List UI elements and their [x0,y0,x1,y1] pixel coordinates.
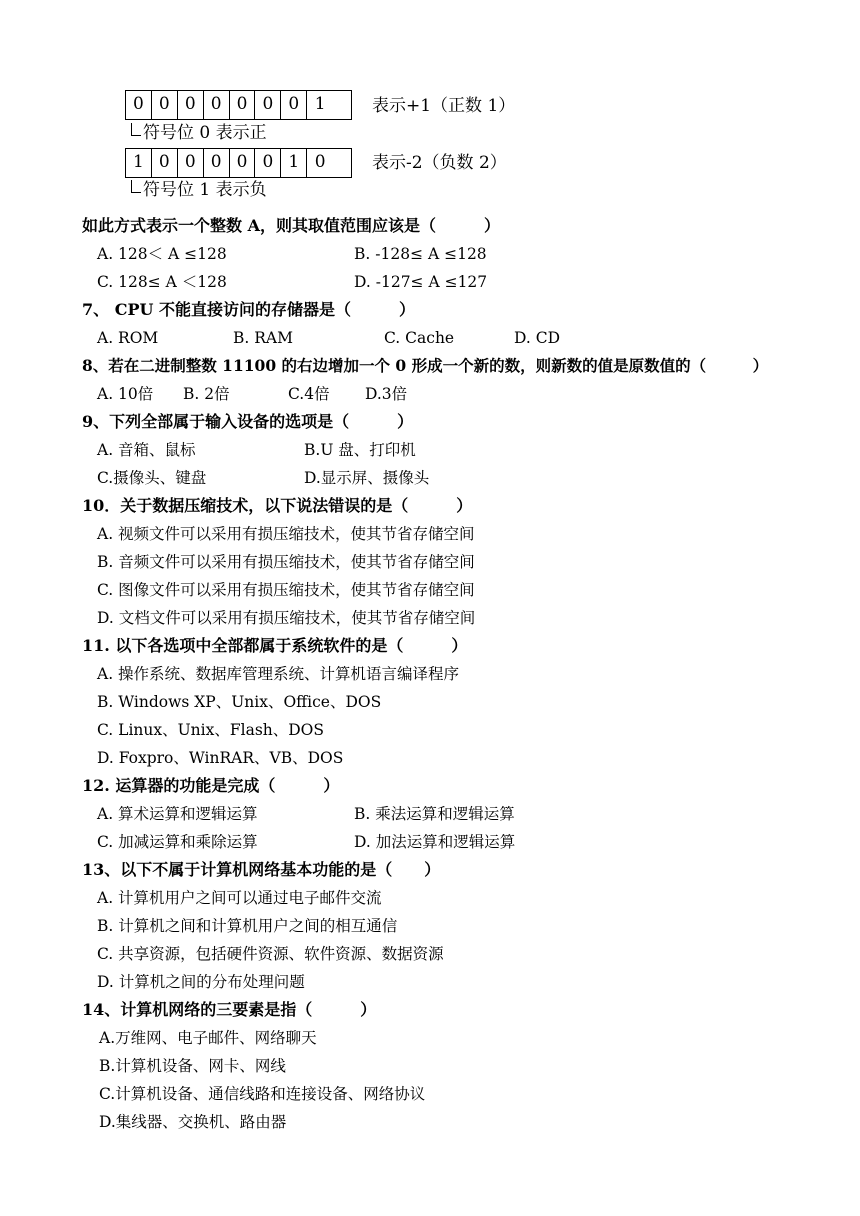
option-c[interactable]: C.摄像头、键盘 [97,469,207,487]
option-c[interactable]: C. 128≤ A ＜128 [97,273,227,291]
question-stem: 如此方式表示一个整数 A，则其取值范围应该是（ ） [82,216,500,235]
bit-cell: 0 [152,149,178,177]
option-d[interactable]: D.3倍 [365,385,408,403]
option-b[interactable]: B. -128≤ A ≤128 [354,245,487,263]
bit-cell: 0 [204,91,230,119]
option-b[interactable]: B. 2倍 [183,385,230,403]
bit-cell: 0 [204,149,230,177]
bit-register-negative-two [125,148,352,178]
option-a[interactable]: A. 视频文件可以采用有损压缩技术，使其节省存储空间 [97,525,475,543]
option-a[interactable]: A. 算术运算和逻辑运算 [97,805,258,823]
option-c[interactable]: C. 图像文件可以采用有损压缩技术，使其节省存储空间 [97,581,475,599]
option-a[interactable]: A. 128＜ A ≤128 [97,245,227,263]
sign-bit-note [131,180,267,200]
option-a[interactable]: A.万维网、电子邮件、网络聊天 [99,1029,317,1047]
bit-cell: 0 [152,91,178,119]
option-d[interactable]: D. CD [514,329,561,347]
bit-cell: 0 [178,91,204,119]
option-c[interactable]: C. Cache [384,329,455,347]
option-b[interactable]: B. RAM [233,329,293,347]
option-a[interactable]: A. 10倍 [97,385,154,403]
question-stem: 14、计算机网络的三要素是指（ ） [82,1000,377,1019]
question-stem: 13、以下不属于计算机网络基本功能的是（ ） [82,860,441,879]
bit-cell: 1 [126,149,152,177]
sign-bit-note-text: 符号位 0 表示正 [143,123,267,143]
option-d[interactable]: D. 文档文件可以采用有损压缩技术，使其节省存储空间 [97,609,476,627]
option-a[interactable]: A. 操作系统、数据库管理系统、计算机语言编译程序 [97,665,460,683]
corner-bracket-icon [131,180,141,193]
option-a[interactable]: A. 音箱、鼠标 [97,441,196,459]
option-c[interactable]: C. 加减运算和乘除运算 [97,833,258,851]
option-b[interactable]: B. 音频文件可以采用有损压缩技术，使其节省存储空间 [97,553,475,571]
register-description: 表示-2（负数 2） [372,153,507,173]
bit-cell: 0 [255,149,281,177]
question-stem: 8、若在二进制整数 11100 的右边增加一个 0 形成一个新的数，则新数的值是原数值的（ ） [82,356,769,375]
option-c[interactable]: C. Linux、Unix、Flash、DOS [97,721,325,739]
option-c[interactable]: C.4倍 [288,385,330,403]
bit-cell: 0 [178,149,204,177]
bit-cell: 0 [314,152,326,172]
option-b[interactable]: B. 乘法运算和逻辑运算 [354,805,515,823]
register-description: 表示+1（正数 1） [372,96,516,116]
option-b[interactable]: B.U 盘、打印机 [304,441,416,459]
question-stem: 9、下列全部属于输入设备的选项是（ ） [82,412,414,431]
option-b[interactable]: B. 计算机之间和计算机用户之间的相互通信 [97,917,398,935]
bit-register-positive-one [125,90,352,120]
bit-cell: 0 [230,149,256,177]
option-b[interactable]: B. Windows XP、Unix、Office、DOS [97,693,382,711]
option-c[interactable]: C. 共享资源，包括硬件资源、软件资源、数据资源 [97,945,444,963]
sign-bit-note-text: 符号位 1 表示负 [143,180,267,200]
question-stem: 12. 运算器的功能是完成（ ） [82,776,340,795]
bit-cell: 0 [126,91,152,119]
corner-bracket-icon [131,123,141,136]
option-d[interactable]: D. 加法运算和逻辑运算 [354,833,516,851]
bit-cell: 0 [255,91,281,119]
bit-cell: 1 [281,149,307,177]
sign-bit-note [131,123,267,143]
question-stem: 7、 CPU 不能直接访问的存储器是（ ） [82,300,415,319]
option-d[interactable]: D. Foxpro、WinRAR、VB、DOS [97,749,344,767]
option-d[interactable]: D.集线器、交换机、路由器 [99,1113,287,1131]
bit-cell: 1 [314,94,326,114]
option-d[interactable]: D.显示屏、摄像头 [304,469,430,487]
option-a[interactable]: A. 计算机用户之间可以通过电子邮件交流 [97,889,382,907]
option-c[interactable]: C.计算机设备、通信线路和连接设备、网络协议 [99,1085,426,1103]
bit-cell: 0 [230,91,256,119]
option-d[interactable]: D. 计算机之间的分布处理问题 [97,973,305,991]
option-a[interactable]: A. ROM [97,329,159,347]
option-b[interactable]: B.计算机设备、网卡、网线 [99,1057,286,1075]
question-stem: 10．关于数据压缩技术，以下说法错误的是（ ） [82,496,473,515]
option-d[interactable]: D. -127≤ A ≤127 [354,273,488,291]
bit-cell: 0 [281,91,307,119]
question-stem: 11. 以下各选项中全部都属于系统软件的是（ ） [82,636,468,655]
